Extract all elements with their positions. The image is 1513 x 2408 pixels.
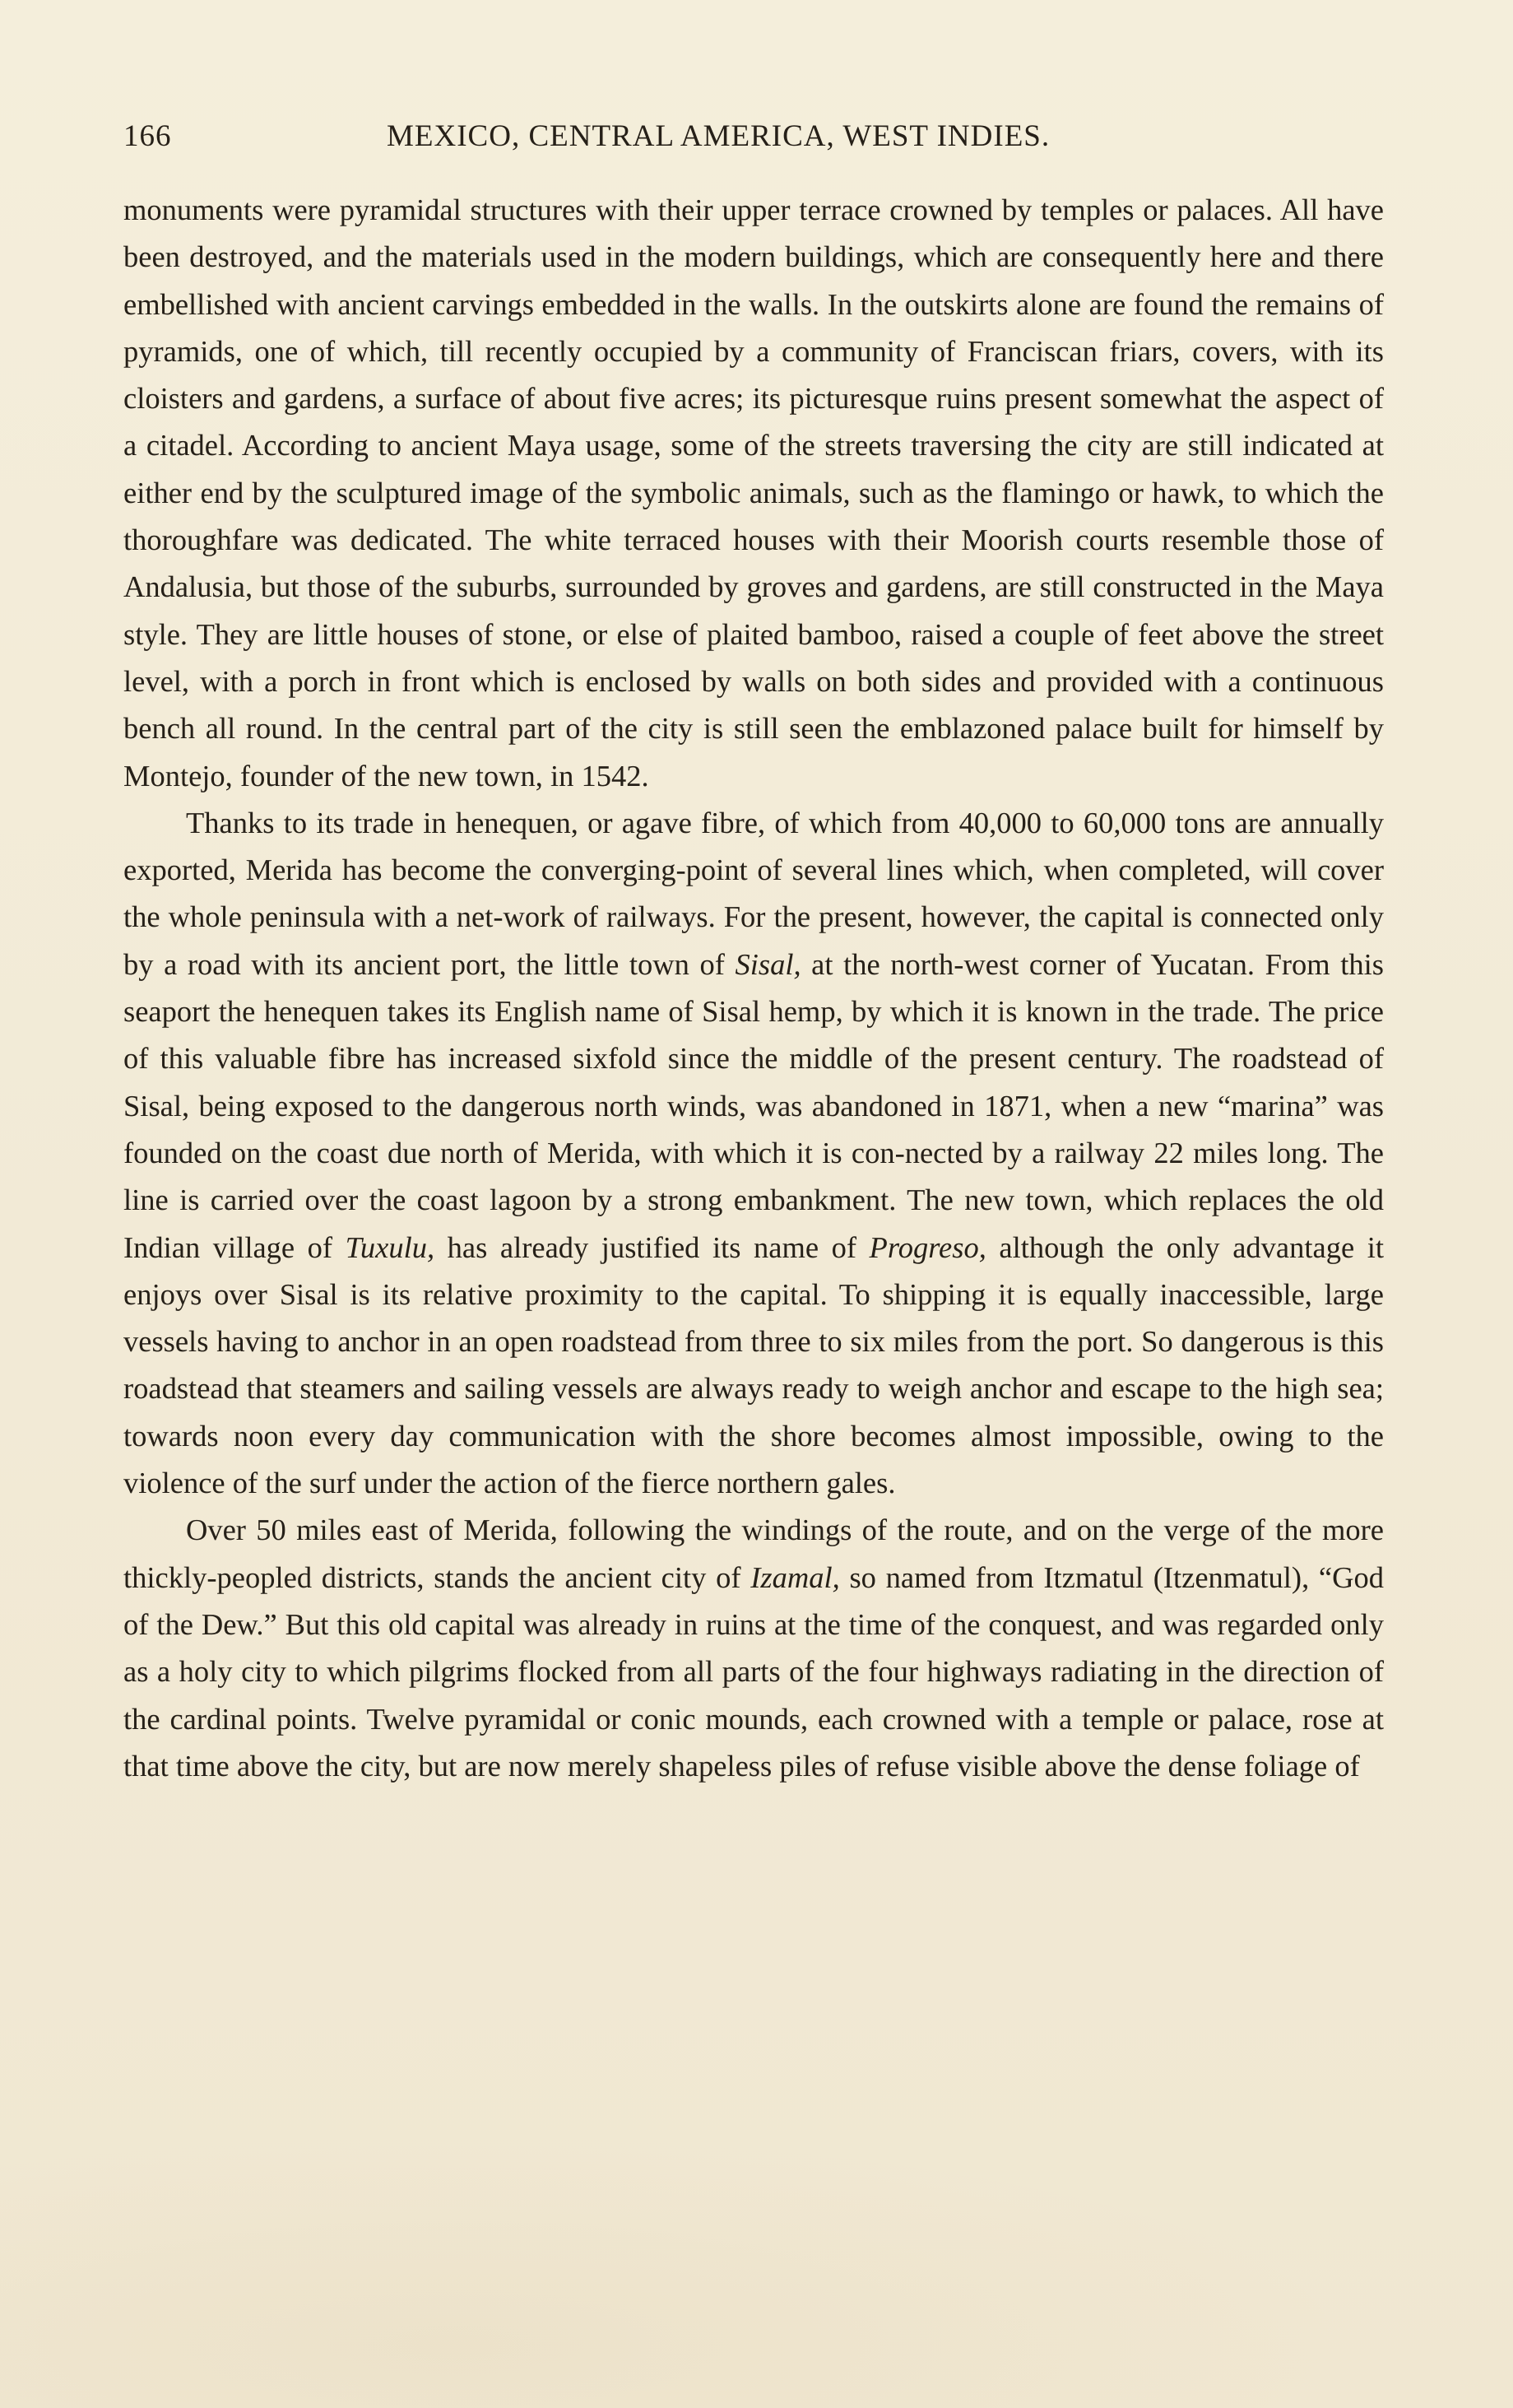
paragraph-3-text-a: Over 50 miles east of Merida, following the windings of the route, and on the verge of the more thickly-peopled districts, stands the ancient city of (123, 1513, 1384, 1594)
paragraph-2-text-c: has already justified its name of (434, 1230, 870, 1264)
place-name-sisal: Sisal, (735, 946, 801, 981)
place-name-progreso: Progreso, (869, 1230, 986, 1264)
running-title: MEXICO, CENTRAL AMERICA, WEST INDIES. (387, 119, 1051, 153)
paragraph-3 (123, 1506, 1384, 1789)
paragraph-2-text-a: Thanks to its trade in henequen, or agave fibre, of which from 40,000 to 60,000 tons are annually exported, Merida has become the converging-point of several lines which, when completed, will cover the whole peninsula with a net-work of railways. For the present, however, the capital is connected only by a road with its ancient port, the little town of (123, 805, 1384, 981)
paper-tone (0, 2095, 1513, 2408)
place-name-tuxulu: Tuxulu, (345, 1230, 435, 1264)
paragraph-2-text-b: at the north-west corner of Yucatan. From this seaport the henequen takes its English name of Sisal hemp, by which it is known in the trade. The price of this valuable fibre has increased sixfold since the middle of the present century. The roadstead of Sisal, being exposed to the dangerous north winds, was abandoned in 1871, when a new “marina” was founded on the coast due north of Merida, with which it is con-nected by a railway 22 miles long. The line is carried over the coast lagoon by a strong embankment. The new town, which replaces the old Indian village of (123, 946, 1385, 1264)
paragraph-3-text-b: so named from Itzmatul (Itzenmatul), “God of the Dew.” But this old capital was already in ruins at the time of the conquest, and was regarded only as a holy city to which pilgrims flocked from all parts of the four highways radiating in the direction of the cardinal points. Twelve pyramidal or conic mounds, each crowned with a temple or palace, rose at that time above the city, but are now merely shapeless piles of refuse visible above the dense foliage of (123, 1560, 1384, 1783)
paragraph-1 (123, 186, 1384, 799)
place-name-izamal: Izamal, (750, 1560, 840, 1594)
paragraph-2 (123, 799, 1384, 1506)
running-head (123, 112, 1390, 161)
body-text (123, 186, 1384, 1789)
page-number: 166 (123, 119, 172, 153)
paragraph-1-text: monuments were pyramidal structures with their upper terrace crowned by temples or palaces. All have been destroyed, and the materials used in the modern buildings, which are consequently here and there embellished with ancient carvings embedded in the walls. In the outskirts alone are found the remains of pyramids, one of which, till recently occupied by a community of Franciscan friars, covers, with its cloisters and gardens, a surface of about five acres; its picturesque ruins present somewhat the aspect of a citadel. According to ancient Maya usage, some of the streets traversing the city are still indicated at either end by the sculptured image of the symbolic animals, such as the flamingo or hawk, to which the thoroughfare was dedicated. The white terraced houses with their Moorish courts resemble those of Andalusia, but those of the suburbs, surrounded by groves and gardens, are still constructed in the Maya style. They are little houses of stone, or else of plaited bamboo, raised a couple of feet above the street level, with a porch in front which is enclosed by walls on both sides and provided with a continuous bench all round. In the central part of the city is still seen the emblazoned palace built for himself by Montejo, founder of the new town, in 1542. (123, 193, 1384, 793)
paragraph-2-text-d: although the only advantage it enjoys over Sisal is its relative proximity to the capital. To shipping it is equally inaccessible, large vessels having to anchor in an open roadstead from three to six miles from the port. So dangerous is this roadstead that steamers and sailing vessels are always ready to weigh anchor and escape to the high sea; towards noon every day communication with the shore becomes almost impossible, owing to the violence of the surf under the action of the fierce northern gales. (123, 1230, 1384, 1500)
